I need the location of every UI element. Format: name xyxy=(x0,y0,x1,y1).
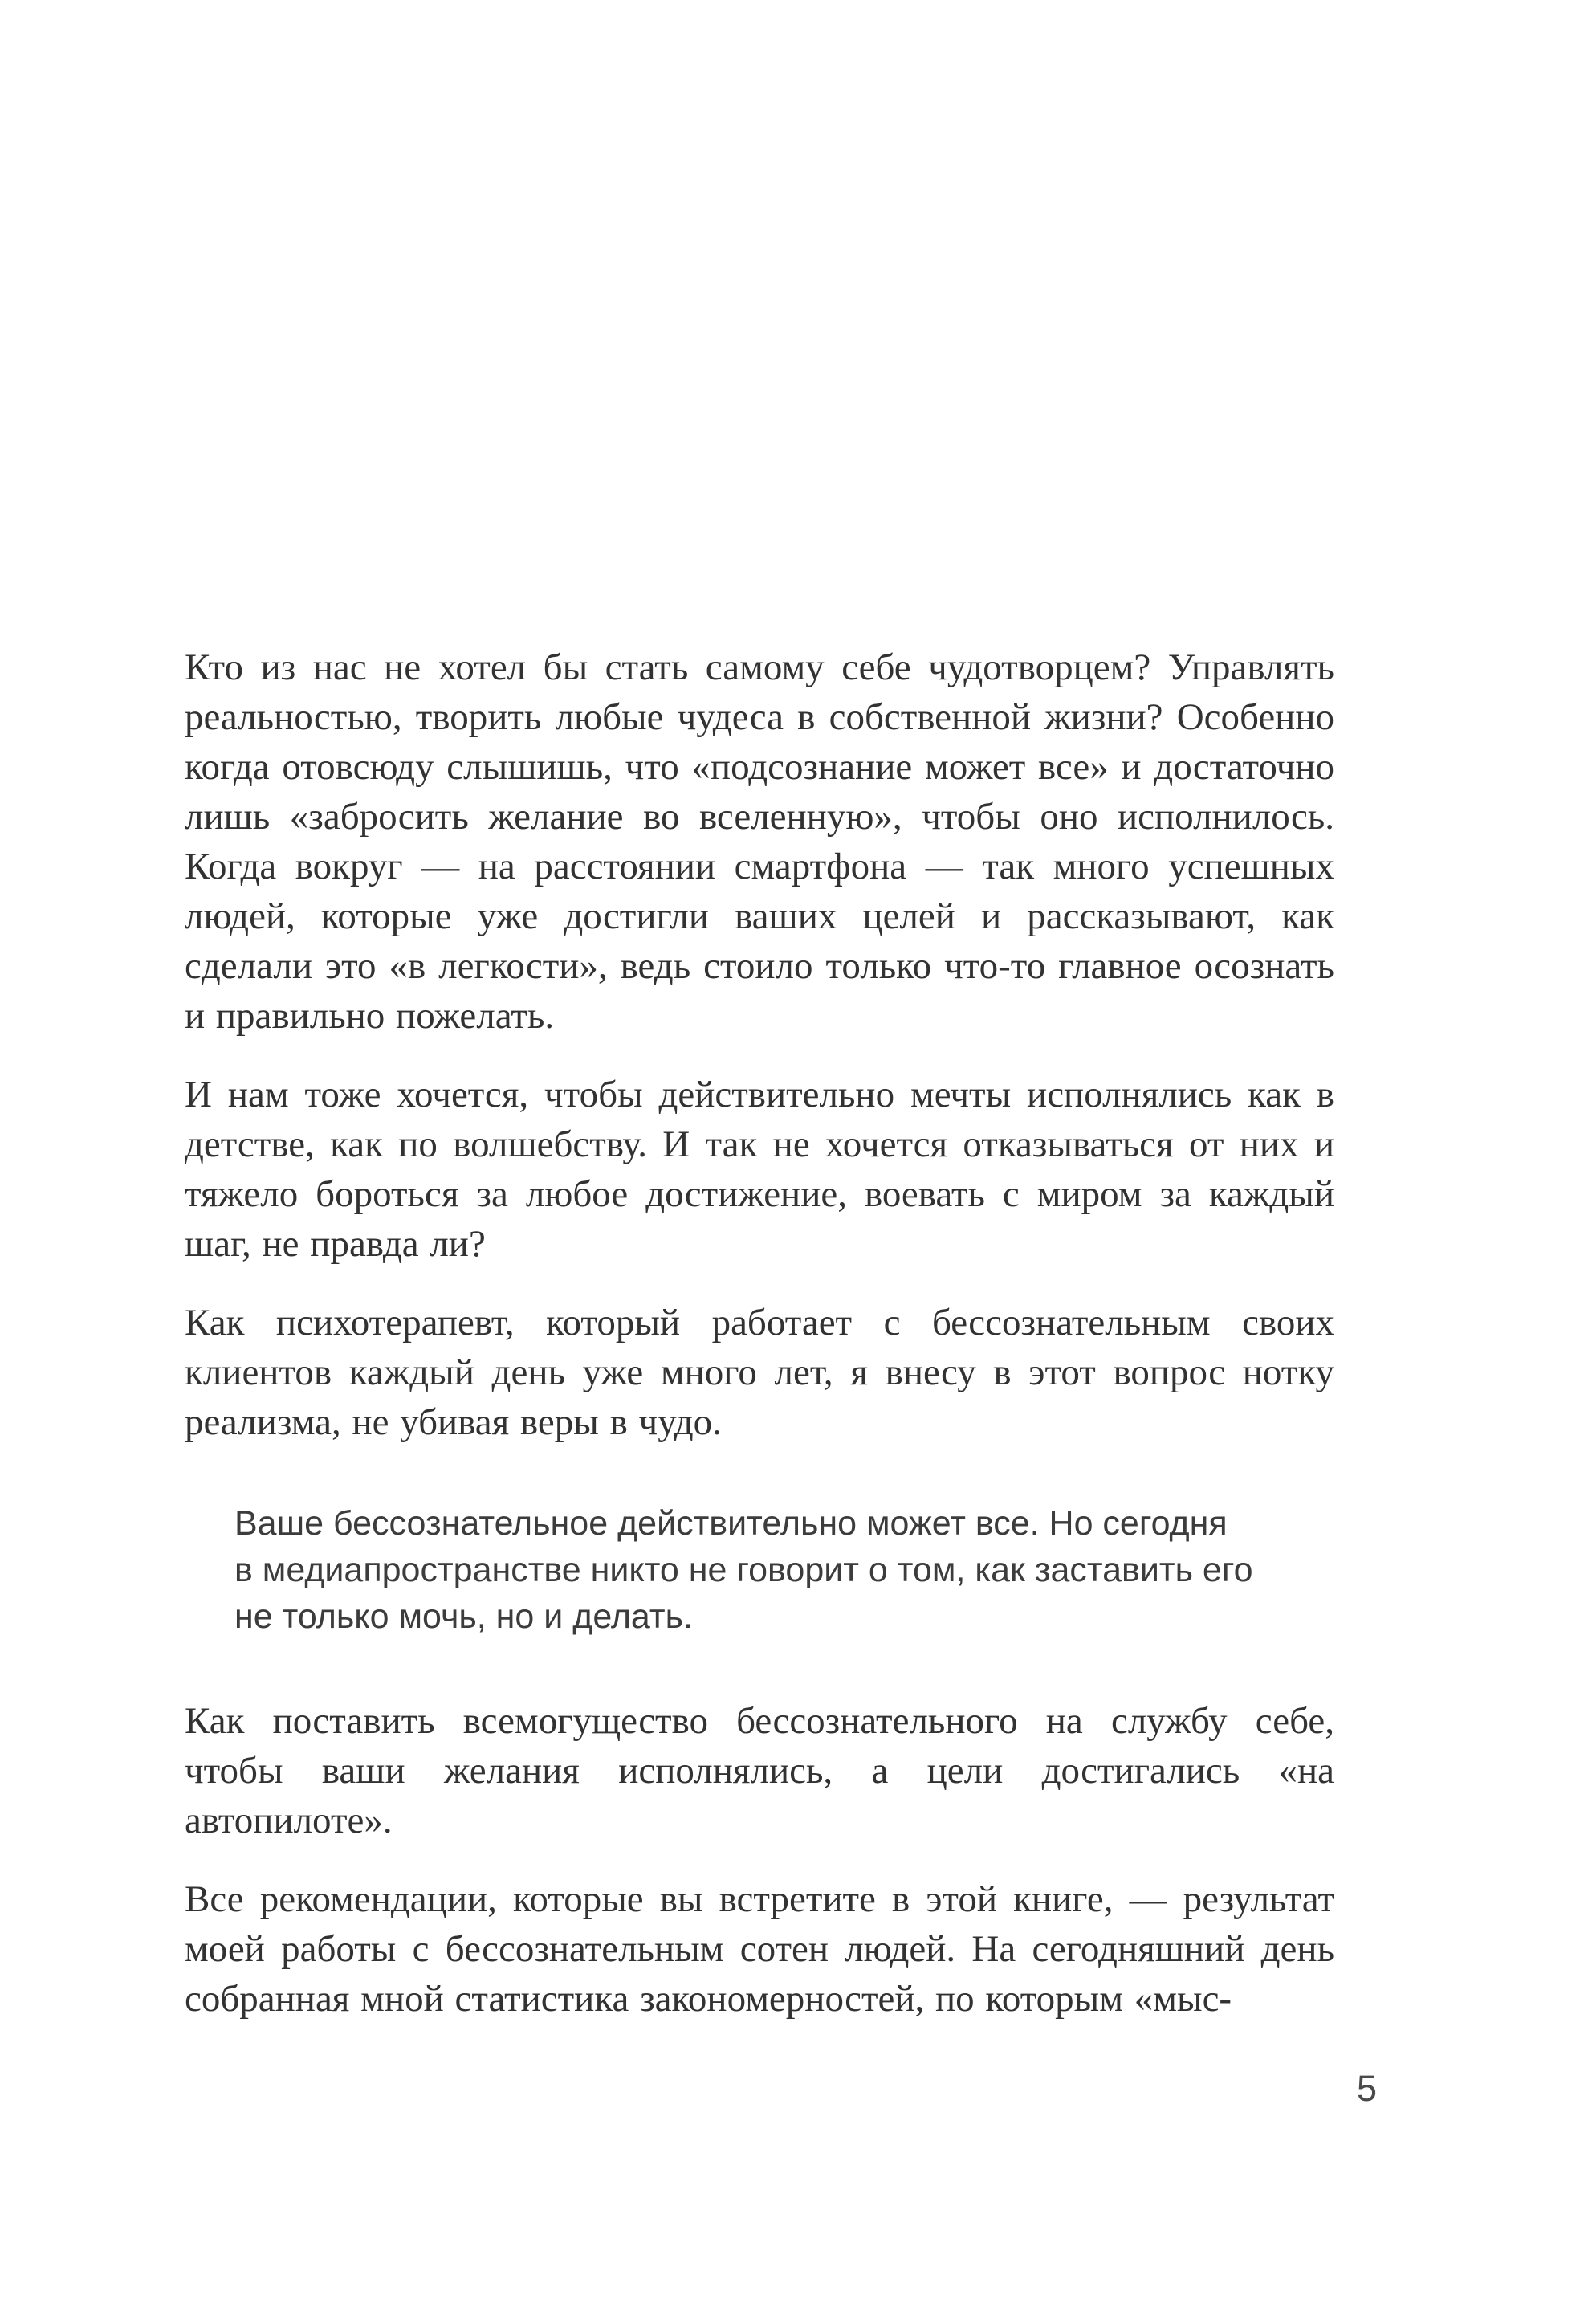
highlight-quote-block: Ваше бессознательное действительно может все. Но сегодня в медиапространстве никто не говорит о том, как заставить его не только мочь, но и делать. xyxy=(234,1504,1253,1636)
paragraph-psychotherapist: Как психотерапевт, который работает с бессознательным своих клиентов каждый день уже много лет, я внесу в этот вопрос нотку реализма, не убивая веры в чудо. xyxy=(185,1302,1334,1443)
text-block xyxy=(185,642,1334,2053)
paragraph-recommendations: Все рекомендации, которые вы встретите в этой книге, — результат моей работы с бессознательным сотен людей. На сегодняшний день собранная мной статистика закономерностей, по которым «мыс- xyxy=(185,1878,1334,2020)
paragraph-intro: Кто из нас не хотел бы стать самому себе чудотворцем? Управлять реальностью, творить любые чудеса в собственной жизни? Особенно когда отовсюду слышишь, что «подсознание может все» и достаточно лишь «забросить желание во вселенную», чтобы оно исполнилось. Когда вокруг — на расстоянии смартфона — так много успешных людей, которые уже достигли ваших целей и рассказывают, как сделали это «в легкости», ведь стоило только что-то главное осознать и правильно пожелать. xyxy=(185,646,1334,1037)
paragraph-autopilot: Как поставить всемогущество бессознательного на службу себе, чтобы ваши желания исполнялись, а цели достигались «на автопилоте». xyxy=(185,1700,1334,1841)
paragraph-wishes: И нам тоже хочется, чтобы действительно мечты исполнялись как в детстве, как по волшебству. И так не хочется отказываться от них и тяжело бороться за любое достижение, воевать с миром за каждый шаг, не правда ли? xyxy=(185,1074,1334,1265)
page-number: 5 xyxy=(1357,2068,1378,2109)
